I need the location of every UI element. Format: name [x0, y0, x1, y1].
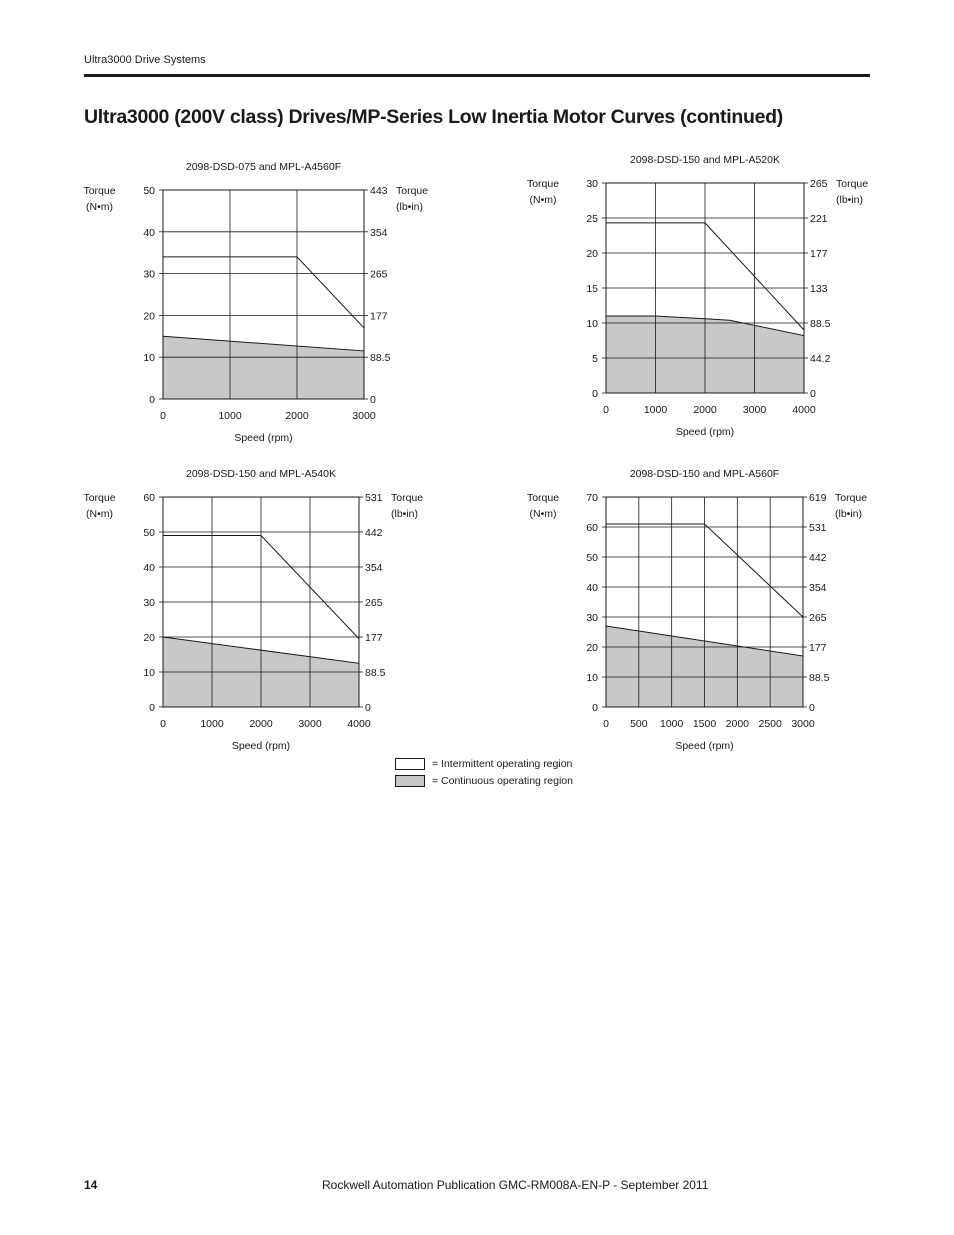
y-tick-label-left: 10	[586, 318, 598, 330]
y-axis-label-left: Torque	[526, 492, 560, 504]
x-tick-label: 3000	[298, 718, 322, 730]
y-tick-label-left: 20	[586, 642, 598, 654]
y-tick-label-right: 0	[810, 388, 816, 400]
chart-mpl-a4560f	[80, 155, 440, 455]
x-tick-label: 2000	[249, 718, 273, 730]
y-tick-label-left: 40	[143, 562, 155, 574]
y-tick-label-left: 20	[143, 632, 155, 644]
x-axis-label: Speed (rpm)	[234, 432, 293, 444]
x-tick-label: 3000	[352, 410, 376, 422]
chart-mpl-a520k	[524, 150, 884, 450]
y-tick-label-left: 5	[592, 353, 598, 365]
y-tick-label-right: 221	[810, 213, 828, 225]
y-tick-label-left: 10	[143, 667, 155, 679]
running-header: Ultra3000 Drive Systems	[84, 54, 206, 66]
y-tick-label-right: 443	[370, 185, 388, 197]
y-axis-label-right-unit: (lb•in)	[835, 508, 863, 520]
x-tick-label: 500	[630, 718, 648, 730]
y-tick-label-right: 88.5	[810, 318, 831, 330]
x-tick-label: 2000	[285, 410, 309, 422]
y-axis-label-right-unit: (lb•in)	[396, 201, 424, 213]
y-tick-label-left: 60	[143, 492, 155, 504]
chart-mpl-a540k	[80, 465, 440, 765]
x-tick-label: 4000	[347, 718, 371, 730]
y-tick-label-left: 30	[143, 597, 155, 609]
publication-info: Rockwell Automation Publication GMC-RM008A-EN-P - September 2011	[322, 1178, 709, 1192]
intermittent-swatch	[395, 758, 425, 770]
y-tick-label-right: 531	[365, 492, 383, 504]
x-tick-label: 2000	[725, 718, 750, 730]
x-tick-label: 1500	[692, 718, 717, 730]
x-axis-label: Speed (rpm)	[231, 740, 291, 752]
x-tick-label: 2000	[693, 404, 717, 416]
continuous-swatch	[395, 775, 425, 787]
x-tick-label: 0	[603, 404, 609, 416]
y-tick-label-right: 265	[365, 597, 383, 609]
legend-intermittent-label: = Intermittent operating region	[432, 757, 573, 770]
y-tick-label-right: 44.2	[810, 353, 831, 365]
x-tick-label: 2500	[758, 718, 782, 730]
page-title: Ultra3000 (200V class) Drives/MP-Series Low Inertia Motor Curves (continued)	[84, 106, 783, 128]
y-tick-label-right: 619	[809, 492, 827, 504]
y-tick-label-right: 442	[809, 552, 827, 564]
y-axis-label-right: Torque	[836, 178, 869, 190]
y-tick-label-right: 354	[365, 562, 383, 574]
y-tick-label-right: 265	[810, 178, 828, 190]
y-tick-label-right: 177	[365, 632, 383, 644]
y-axis-label-left: Torque	[83, 185, 116, 197]
y-tick-label-left: 30	[586, 178, 598, 190]
header-rule	[84, 74, 870, 77]
y-axis-label-left: Torque	[83, 492, 116, 504]
x-tick-label: 0	[603, 718, 609, 730]
y-tick-label-left: 15	[586, 283, 598, 295]
y-axis-label-left: Torque	[526, 178, 560, 190]
x-tick-label: 3000	[791, 718, 815, 730]
y-axis-label-right: Torque	[396, 185, 429, 197]
y-axis-label-right-unit: (lb•in)	[391, 508, 419, 520]
x-tick-label: 1000	[659, 718, 684, 730]
y-tick-label-left: 50	[143, 527, 155, 539]
y-axis-label-right: Torque	[835, 492, 868, 504]
x-tick-label: 0	[160, 410, 166, 422]
y-tick-label-left: 0	[592, 388, 598, 400]
y-tick-label-right: 177	[370, 310, 388, 323]
y-tick-label-left: 25	[586, 213, 598, 225]
x-tick-label: 0	[160, 718, 166, 730]
y-tick-label-left: 70	[586, 492, 598, 504]
y-tick-label-right: 88.5	[370, 352, 391, 365]
y-tick-label-right: 0	[809, 702, 815, 714]
y-tick-label-right: 88.5	[809, 672, 830, 684]
y-tick-label-right: 0	[365, 702, 371, 714]
y-tick-label-left: 50	[586, 552, 598, 564]
chart-title: 2098-DSD-150 and MPL-A560F	[629, 468, 780, 480]
y-tick-label-left: 0	[592, 702, 598, 714]
chart-mpl-a560f	[524, 465, 884, 765]
y-tick-label-right: 265	[809, 612, 827, 624]
x-tick-label: 3000	[742, 404, 767, 416]
y-axis-label-left-unit: (N•m)	[529, 508, 557, 520]
legend	[395, 755, 573, 789]
y-tick-label-right: 133	[810, 283, 828, 295]
x-tick-label: 1000	[200, 718, 224, 730]
y-axis-label-right: Torque	[391, 492, 424, 504]
chart-title: 2098-DSD-075 and MPL-A4560F	[185, 161, 342, 173]
y-tick-label-left: 20	[143, 310, 155, 323]
y-tick-label-right: 354	[370, 226, 388, 239]
x-axis-label: Speed (rpm)	[675, 740, 734, 752]
legend-intermittent	[395, 755, 573, 772]
legend-continuous-label: = Continuous operating region	[432, 774, 573, 787]
x-axis-label: Speed (rpm)	[675, 426, 735, 438]
continuous-region-area	[163, 336, 364, 399]
y-tick-label-left: 20	[586, 248, 598, 260]
y-axis-label-left-unit: (N•m)	[529, 194, 557, 206]
y-tick-label-right: 177	[809, 642, 827, 654]
x-tick-label: 1000	[218, 410, 242, 422]
y-axis-label-left-unit: (N•m)	[86, 201, 113, 213]
y-tick-label-right: 265	[370, 268, 388, 281]
y-tick-label-left: 60	[586, 522, 598, 534]
x-tick-label: 1000	[643, 404, 668, 416]
y-axis-label-right-unit: (lb•in)	[836, 194, 864, 206]
y-tick-label-left: 40	[586, 582, 598, 594]
y-tick-label-right: 88.5	[365, 667, 386, 679]
chart-title: 2098-DSD-150 and MPL-A520K	[629, 154, 781, 166]
y-tick-label-right: 354	[809, 582, 827, 594]
legend-continuous	[395, 772, 573, 789]
page-number: 14	[84, 1178, 98, 1192]
y-tick-label-left: 30	[586, 612, 598, 624]
y-tick-label-left: 0	[149, 394, 155, 406]
y-tick-label-left: 40	[143, 226, 155, 239]
y-tick-label-right: 177	[810, 248, 828, 260]
y-tick-label-left: 0	[149, 702, 155, 714]
x-tick-label: 4000	[792, 404, 816, 416]
y-tick-label-left: 10	[586, 672, 598, 684]
y-tick-label-left: 30	[143, 268, 155, 281]
y-tick-label-left: 10	[143, 352, 155, 365]
chart-title: 2098-DSD-150 and MPL-A540K	[185, 468, 337, 480]
y-tick-label-right: 0	[370, 394, 376, 406]
y-tick-label-left: 50	[143, 185, 155, 197]
y-tick-label-right: 531	[809, 522, 827, 534]
y-axis-label-left-unit: (N•m)	[86, 508, 113, 520]
y-tick-label-right: 442	[365, 527, 383, 539]
